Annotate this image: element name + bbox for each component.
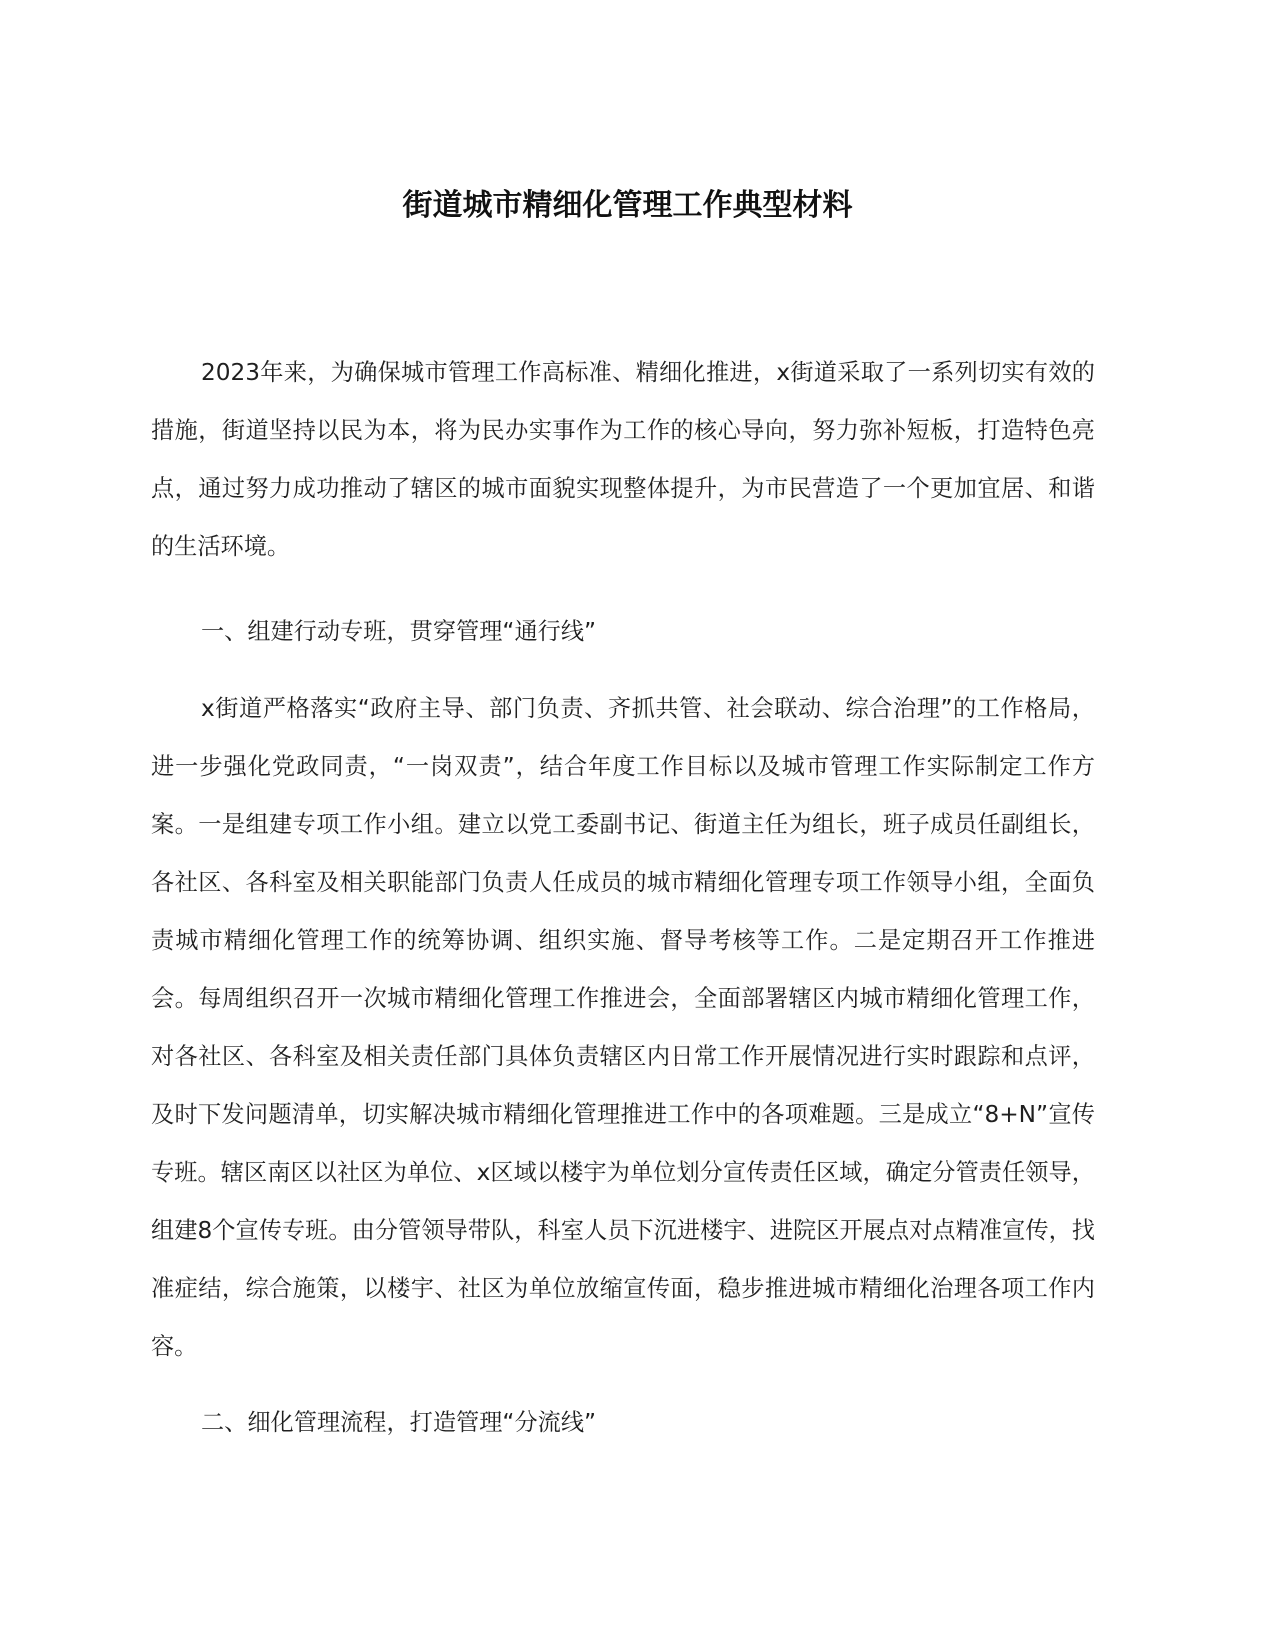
section-heading-1: 一、组建行动专班，贯穿管理“通行线” xyxy=(201,618,597,645)
document-title: 街道城市精细化管理工作典型材料 xyxy=(402,188,853,223)
section-heading-2: 二、细化管理流程，打造管理“分流线” xyxy=(201,1409,597,1436)
section-1-paragraph: x街道严格落实“政府主导、部门负责、齐抓共管、社会联动、综合治理”的工作格局，进一步强化党政同责，“一岗双责”，结合年度工作目标以及城市管理工作实际制定工作方案。一是组建专项工作小组。建立以党工委副书记、街道主任为组长，班子成员任副组长，各社区、各科室及相关职能部门负责人任成员的城市精细化管理专项工作领导小组，全面负责城市精细化管理工作的统筹协调、组织实施、督导考核等工作。二是定期召开工作推进会。每周组织召开一次城市精细化管理工作推进会，全面部署辖区内城市精细化管理工作，对各社区、各科室及相关责任部门具体负责辖区内日常工作开展情况进行实时跟踪和点评，及时下发问题清单，切实解决城市精细化管理推进工作中的各项难题。三是成立“8+N”宣传专班。辖区南区以社区为单位、x区域以楼宇为单位划分宣传责任区域，确定分管责任领导，组建8个宣传专班。由分管领导带队，科室人员下沉进楼宇、进院区开展点对点精准宣传，找准症结，综合施策，以楼宇、社区为单位放缩宣传面，稳步推进城市精细化治理各项工作内容。 xyxy=(151,695,1095,1360)
intro-paragraph: 2023年来，为确保城市管理工作高标准、精细化推进，x街道采取了一系列切实有效的措施，街道坚持以民为本，将为民办实事作为工作的核心导向，努力弥补短板，打造特色亮点，通过努力成功推动了辖区的城市面貌实现整体提升，为市民营造了一个更加宜居、和谐的生活环境。 xyxy=(151,359,1095,560)
